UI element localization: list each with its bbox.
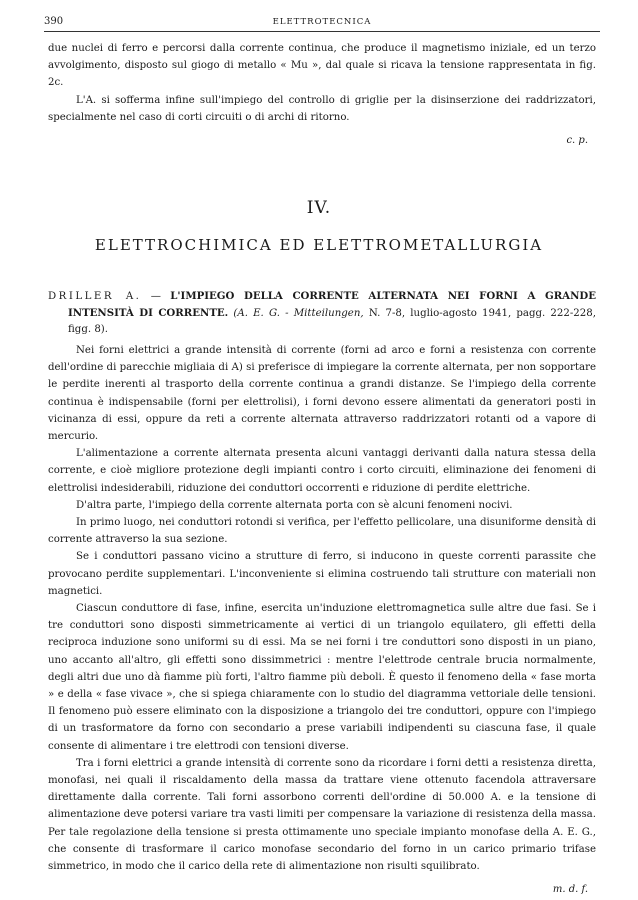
page-number: 390 [44,16,64,27]
signature: m. d. f. [552,884,588,896]
paragraph: Ciascun conduttore di fase, infine, esercita un'induzione elettromagnetica sulle altre due fasi. Se i tre conduttori sono disposti simmetricamente ai vertici di un triangolo equilatero, gli effetti della reciproca induzione sono uniformi su di essi. Ma se nei forni i tre conduttori sono disposti in un piano, uno accanto all'altro, gli effetti sono dissimmetrici : mentre l'elettrode centrale brucia normalmente, degli altri due uno dà fiamme più forti, l'altro fiamme più deboli. È questo il fenomeno della « fase morta » e della « fase vivace », che si spiega chiaramente con lo studio del diagramma vettoriale delle tensioni. Il fenomeno può essere eliminato con la disposizione a triangolo dei tre conduttori, oppure con l'impiego di un trasformatore da forno con secondario a prese variabili indipendenti su ciascuna fase, il quale consente di alimentare i tre elettrodi con tensioni diverse. [48,603,596,752]
paragraph: Tra i forni elettrici a grande intensità di corrente sono da ricordare i forni detti a resistenza diretta, monofasi, nei quali il riscaldamento della massa da trattare viene ottenuto facendola attraversare direttamente dalla corrente. Tali forni assorbono correnti dell'ordine di 50.000 A. e la tensione di alimentazione deve potersi variare tra vasti limiti per compensare la variazione di resistenza della massa. Per tale regolazione della tensione si presta ottimamente uno speciale impianto monofase della A. E. G., che consente di trasformare il carico monofase secondario del forno in un carico primario trifase simmetrico, in modo che il carico della rete di alimentazione non risulti squilibrato. [48,757,596,873]
paragraph: Se i conduttori passano vicino a strutture di ferro, si inducono in queste correnti parassite che provocano perdite supplementari. L'inconveniente si elimina costruendo tali strutture con materiali non magnetici. [48,551,596,597]
entry-title: L'IMPIEGO DELLA CORRENTE ALTERNATA NEI FORNI A GRANDE INTENSITÀ DI CORRENTE. [68,290,596,319]
signature: c. p. [566,135,588,147]
paragraph: D'altra parte, l'impiego della corrente alternata porta con sè alcuni fenomeni nocivi. [76,499,513,511]
paragraph: In primo luogo, nei conduttori rotondi si verifica, per l'effetto pellicolare, una disuniforme densità di corrente attraverso la sua sezione. [48,517,596,546]
paragraph: L'alimentazione a corrente alternata presenta alcuni vantaggi derivanti dalla natura stessa della corrente, e cioè migliore protezione degli impianti contro i corto circuiti, eliminazione dei fenomeni di elettrolisi indesiderabili, riduzione dei conduttori occorrenti e riduzione di perdite elettriche. [48,448,596,494]
entry-dash: — [141,291,171,302]
running-header [44,16,600,32]
entry-heading [48,288,596,338]
previous-article-tail [48,40,596,149]
entry-body [48,342,596,899]
paragraph: Nei forni elettrici a grande intensità di corrente (forni ad arco e forni a resistenza con corrente dell'ordine di parecchie migliaia di A) si preferisce di impiegare la corrente alternata, per non sopportare le perdite inerenti al trasporto della corrente continua a grandi distanze. Se l'impiego della corrente continua è indispensabile (forni per elettrolisi), i forni devono essere alimentati da generatori posti in vicinanza di essi, oppure da reti a corrente alternata attraverso raddrizzatori rotanti od a vapore di mercurio. [48,345,596,443]
paragraph: due nuclei di ferro e percorsi dalla corrente continua, che produce il magnetismo iniziale, ed un terzo avvolgimento, disposto sul giogo di metallo « Mu », dal quale si ricava la tensione rappresentata in fig. 2c. [48,43,596,89]
running-title: ELETTROTECNICA [272,17,372,27]
entry-details: N. 7-8, luglio-agosto 1941, pagg. 222-228, figg. 8). [68,308,596,335]
paragraph: L'A. si sofferma infine sull'impiego del controllo di griglie per la disinserzione dei raddrizzatori, specialmente nel caso di corti circuiti o di archi di ritorno. [48,94,596,123]
entry-source: (A. E. G. - Mitteilungen, [233,308,364,319]
section-numeral: IV. [306,198,332,218]
entry-author: DRILLER A. [48,291,142,302]
section-title: ELETTROCHIMICA ED ELETTROMETALLURGIA [94,236,544,254]
